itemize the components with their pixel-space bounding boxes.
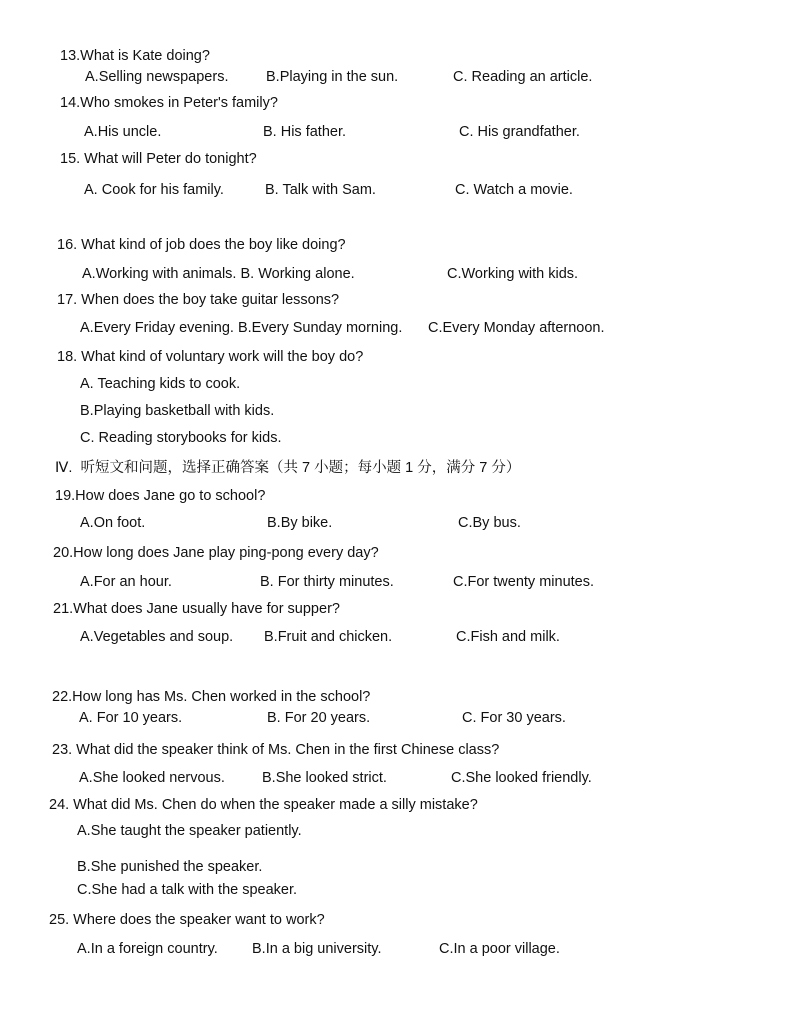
- option-24c: C.She had a talk with the speaker.: [77, 882, 298, 898]
- option-19a: A.On foot.: [80, 515, 146, 531]
- option-13a: A.Selling newspapers.: [85, 69, 229, 85]
- question-25: 25. Where does the speaker want to work?: [49, 912, 325, 928]
- question-22: 22.How long has Ms. Chen worked in the school?: [52, 689, 371, 705]
- option-21b: B.Fruit and chicken.: [264, 629, 393, 645]
- option-25a: A.In a foreign country.: [77, 941, 218, 957]
- question-17: 17. When does the boy take guitar lessons?: [57, 292, 340, 308]
- question-19: 19.How does Jane go to school?: [55, 488, 266, 504]
- option-18a: A. Teaching kids to cook.: [80, 376, 241, 392]
- option-15c: C. Watch a movie.: [455, 182, 573, 198]
- option-16ab: A.Working with animals. B. Working alone.: [82, 266, 355, 282]
- option-14b: B. His father.: [263, 124, 347, 140]
- option-21a: A.Vegetables and soup.: [80, 629, 234, 645]
- question-14: 14.Who smokes in Peter's family?: [60, 95, 278, 111]
- option-14c: C. His grandfather.: [459, 124, 580, 140]
- option-18b: B.Playing basketball with kids.: [80, 403, 275, 419]
- option-16c: C.Working with kids.: [447, 266, 579, 282]
- option-24a: A.She taught the speaker patiently.: [77, 823, 302, 839]
- question-15: 15. What will Peter do tonight?: [60, 151, 257, 167]
- option-20a: A.For an hour.: [80, 574, 172, 590]
- question-18: 18. What kind of voluntary work will the boy do?: [57, 349, 364, 365]
- question-20: 20.How long does Jane play ping-pong every day?: [53, 545, 379, 561]
- question-24: 24. What did Ms. Chen do when the speaker made a silly mistake?: [49, 797, 478, 813]
- option-23b: B.She looked strict.: [262, 770, 387, 786]
- option-22a: A. For 10 years.: [79, 710, 183, 726]
- option-23a: A.She looked nervous.: [79, 770, 225, 786]
- question-13: 13.What is Kate doing?: [60, 48, 210, 64]
- question-21: 21.What does Jane usually have for supper?: [53, 601, 340, 617]
- option-17c: C.Every Monday afternoon.: [428, 320, 605, 336]
- option-13b: B.Playing in the sun.: [266, 69, 399, 85]
- option-14a: A.His uncle.: [84, 124, 162, 140]
- option-23c: C.She looked friendly.: [451, 770, 592, 786]
- option-25b: B.In a big university.: [252, 941, 382, 957]
- option-15b: B. Talk with Sam.: [265, 182, 376, 198]
- question-16: 16. What kind of job does the boy like doing?: [57, 237, 346, 253]
- option-25c: C.In a poor village.: [439, 941, 560, 957]
- option-20b: B. For thirty minutes.: [260, 574, 394, 590]
- option-19b: B.By bike.: [267, 515, 333, 531]
- option-20c: C.For twenty minutes.: [453, 574, 595, 590]
- option-21c: C.Fish and milk.: [456, 629, 560, 645]
- option-13c: C. Reading an article.: [453, 69, 593, 85]
- option-18c: C. Reading storybooks for kids.: [80, 430, 282, 446]
- section-iv-heading: Ⅳ. 听短文和问题，选择正确答案（共 7 小题；每小题 1 分，满分 7 分）: [55, 460, 521, 476]
- option-15a: A. Cook for his family.: [84, 182, 224, 198]
- option-17ab: A.Every Friday evening. B.Every Sunday morning.: [80, 320, 403, 336]
- option-24b: B.She punished the speaker.: [77, 859, 263, 875]
- option-19c: C.By bus.: [458, 515, 521, 531]
- question-23: 23. What did the speaker think of Ms. Chen in the first Chinese class?: [52, 742, 500, 758]
- option-22c: C. For 30 years.: [462, 710, 566, 726]
- option-22b: B. For 20 years.: [267, 710, 371, 726]
